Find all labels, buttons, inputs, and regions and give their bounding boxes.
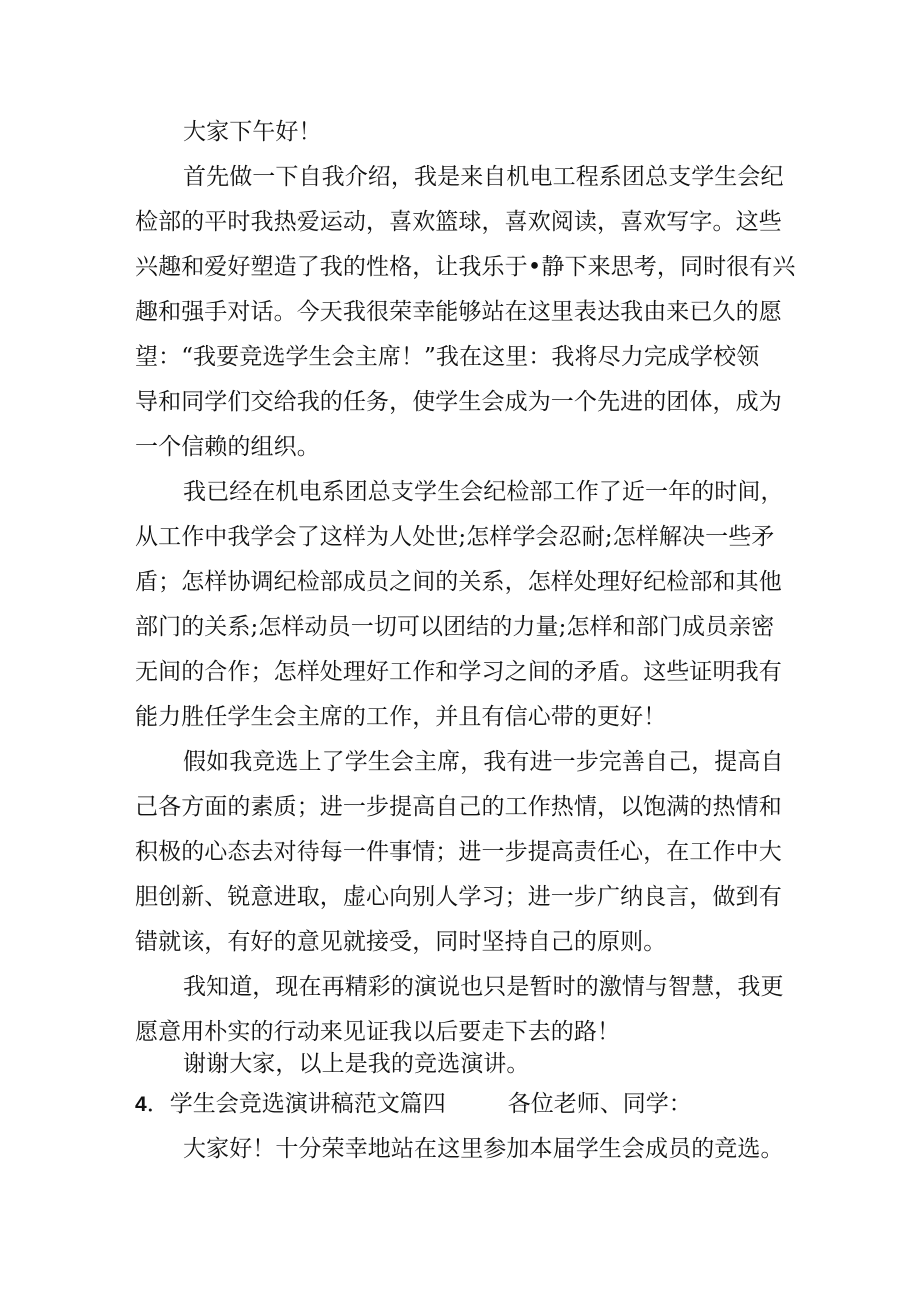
paragraph-line: 愿意用朴实的行动来见证我以后要走下去的路！ xyxy=(135,1019,621,1045)
paragraph-line: 趣和强手对话。今天我很荣幸能够站在这里表达我由来已久的愿 xyxy=(135,299,782,325)
paragraph-line: 我知道，现在再精彩的演说也只是暂时的激情与智慧，我更 xyxy=(183,974,784,1000)
paragraph-line: 导和同学们交给我的任务，使学生会成为一个先进的团体，成为 xyxy=(135,389,782,415)
paragraph-line: 错就该，有好的意见就接受，同时坚持自己的原则。 xyxy=(135,929,667,955)
greeting-line: 大家下午好！ xyxy=(183,119,322,145)
paragraph-line: 首先做一下自我介绍，我是来自机电工程系团总支学生会纪 xyxy=(183,164,784,190)
paragraph-line: 己各方面的素质；进一步提高自己的工作热情，以饱满的热情和 xyxy=(135,794,782,820)
section-number: 4 xyxy=(135,1093,147,1116)
paragraph-line: 无间的合作；怎样处理好工作和学习之间的矛盾。这些证明我有 xyxy=(135,659,782,685)
closing-line: 谢谢大家，以上是我的竞选演讲。 xyxy=(183,1051,530,1077)
paragraph-line: 望：“我要竞选学生会主席！”我在这里：我将尽力完成学校领 xyxy=(135,344,760,370)
opening-line: 大家好！十分荣幸地站在这里参加本届学生会成员的竞选。 xyxy=(183,1136,784,1162)
paragraph-line: 盾；怎样协调纪检部成员之间的关系，怎样处理好纪检部和其他 xyxy=(135,569,782,595)
paragraph-line: 检部的平时我热爱运动，喜欢篮球，喜欢阅读，喜欢写字。这些 xyxy=(135,209,782,235)
paragraph-line: 从工作中我学会了这样为人处世;怎样学会忍耐;怎样解决一些矛 xyxy=(135,524,775,550)
paragraph-line: 能力胜任学生会主席的工作，并且有信心带的更好！ xyxy=(135,704,667,730)
paragraph-line: 一个信赖的组织。 xyxy=(135,434,320,460)
paragraph-line: 积极的心态去对待每一件事情；进一步提高责任心，在工作中大 xyxy=(135,839,782,865)
section-heading xyxy=(135,1090,692,1119)
paragraph-line: 兴趣和爱好塑造了我的性格，让我乐于•静下来思考，同时很有兴 xyxy=(135,254,796,280)
paragraph-line: 部门的关系;怎样动员一切可以团结的力量;怎样和部门成员亲密 xyxy=(135,614,775,640)
paragraph-line: 假如我竞选上了学生会主席，我有进一步完善自己，提高自 xyxy=(183,749,784,775)
section-title: ．学生会竞选演讲稿范文篇四 xyxy=(146,1091,446,1117)
salutation: 各位老师、同学： xyxy=(507,1091,692,1117)
paragraph-line: 我已经在机电系团总支学生会纪检部工作了近一年的时间， xyxy=(183,479,784,505)
paragraph-line: 胆创新、锐意进取，虚心向别人学习；进一步广纳良言，做到有 xyxy=(135,884,782,910)
